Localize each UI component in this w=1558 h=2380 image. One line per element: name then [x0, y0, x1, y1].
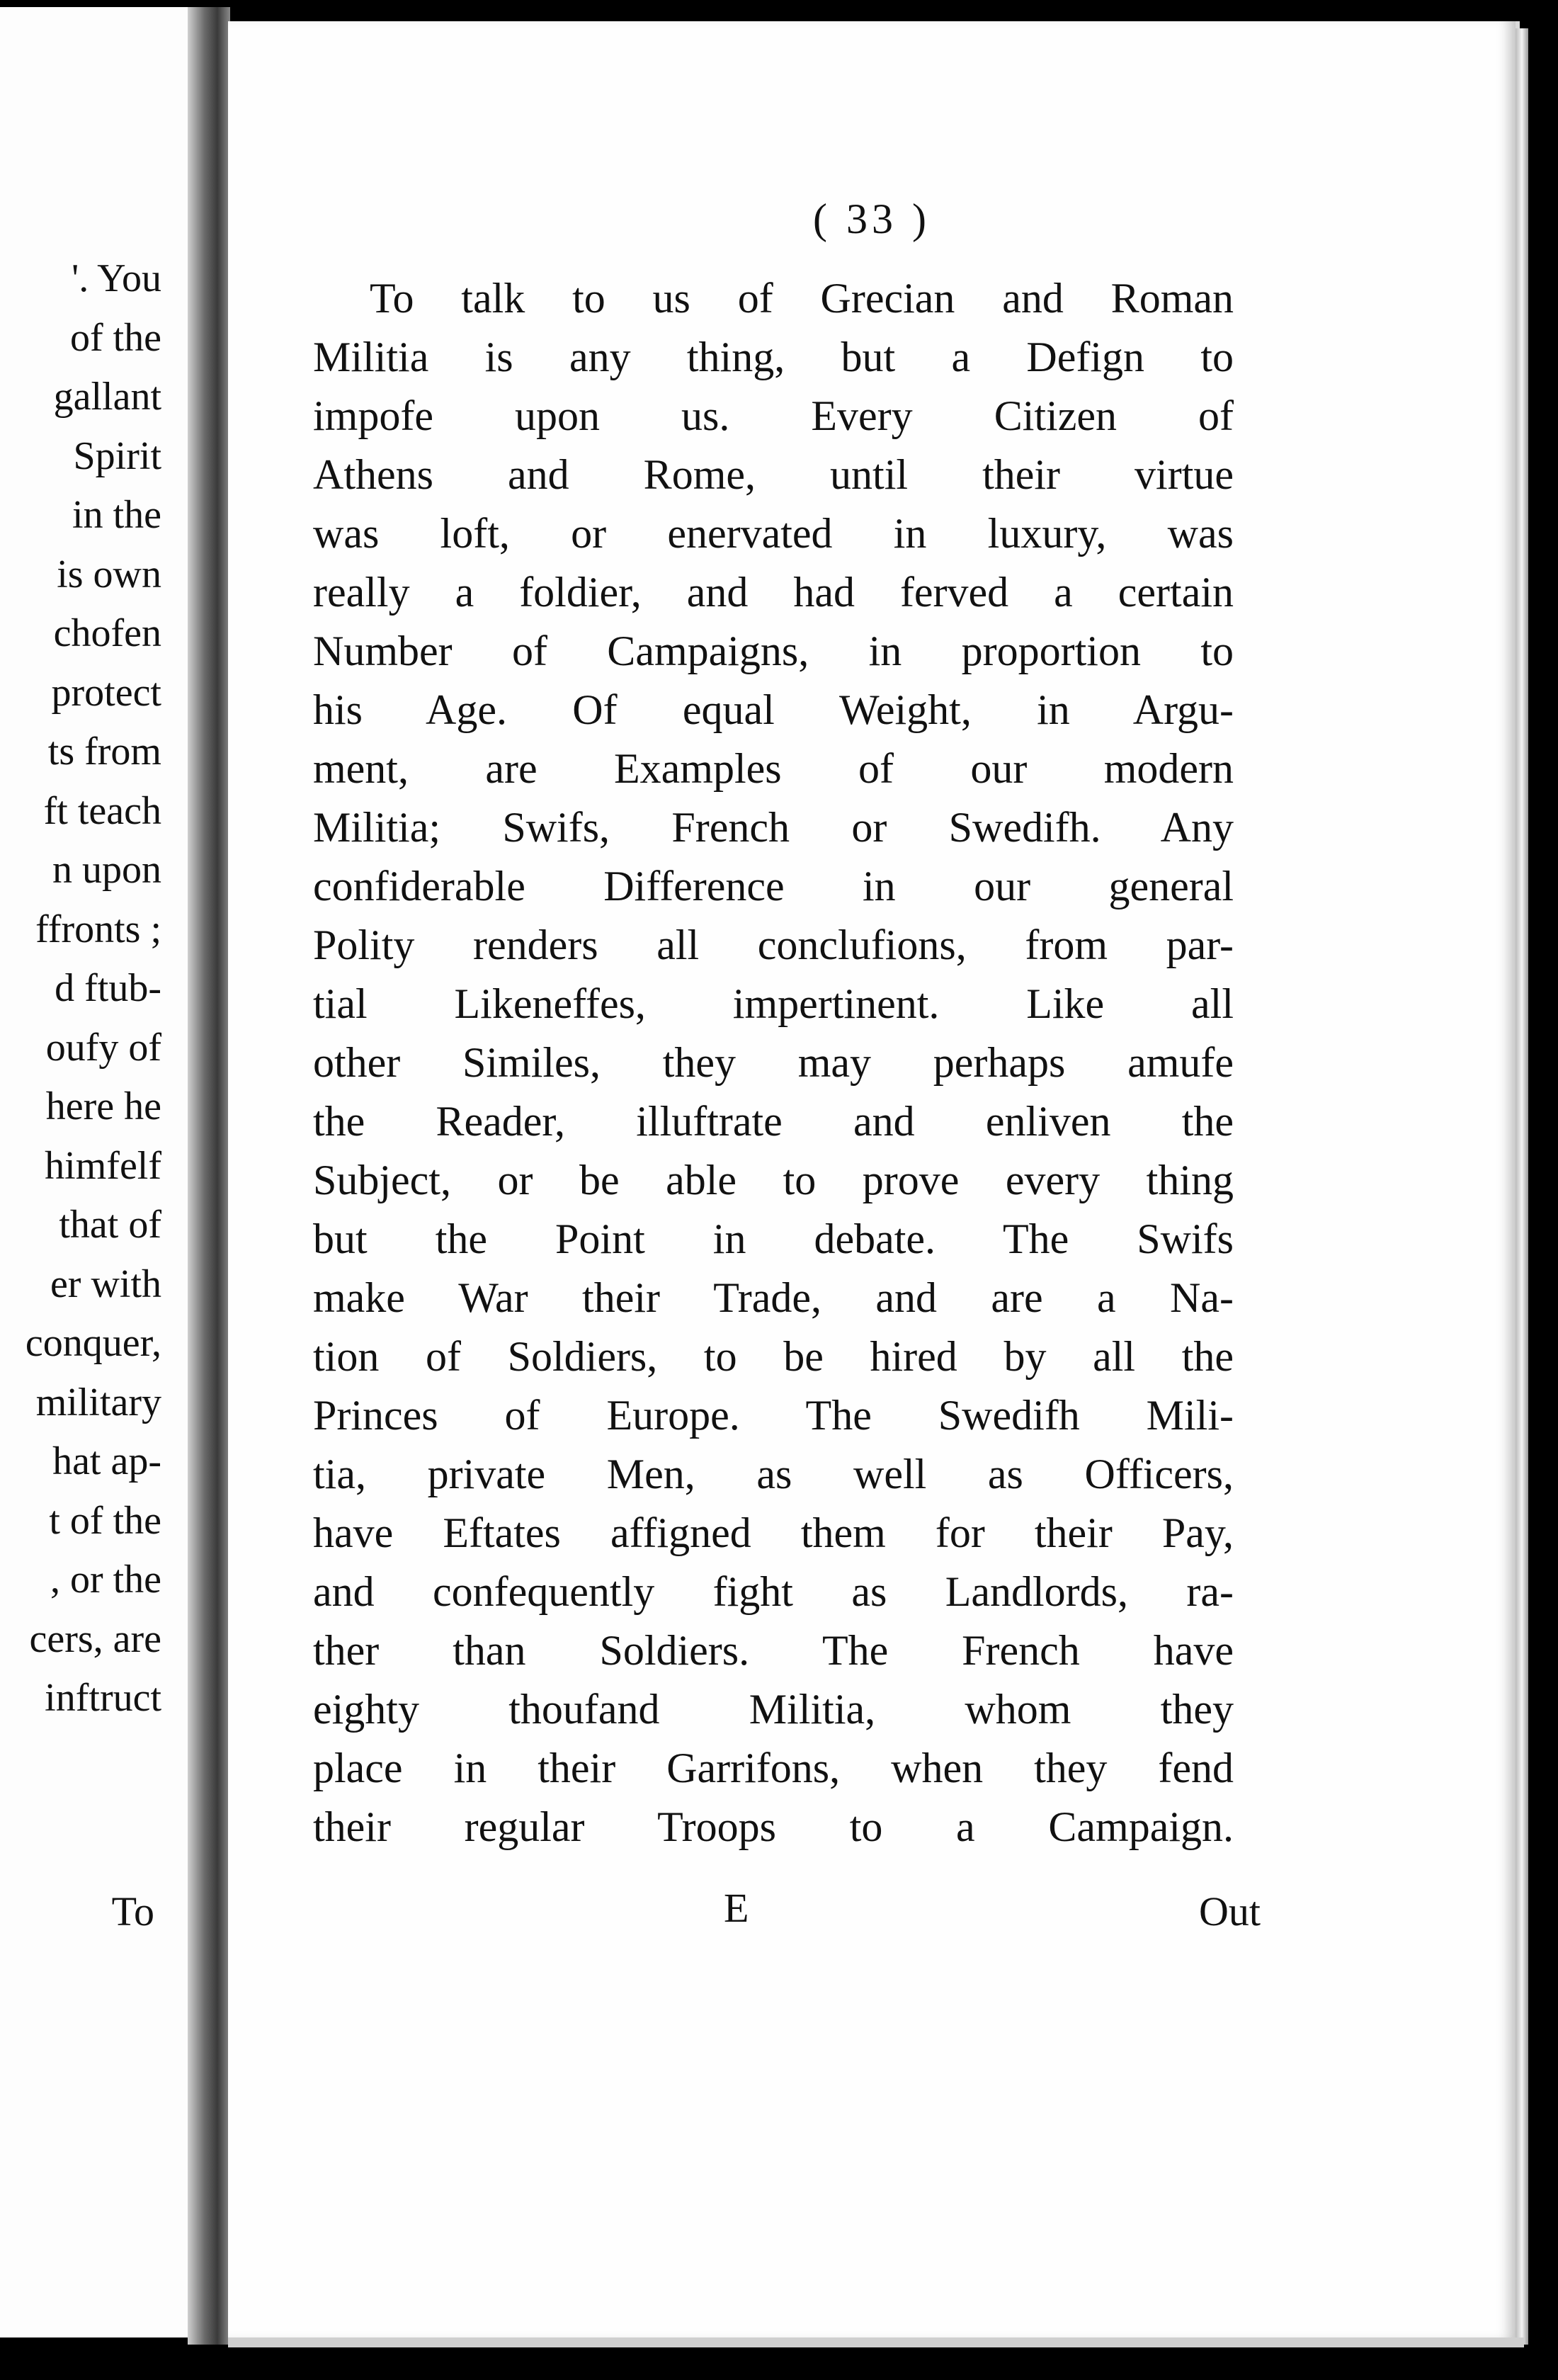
facing-page	[0, 7, 190, 2338]
text-line: impofe upon us. Every Citizen of	[313, 392, 1234, 439]
facing-page-line: cers, are	[29, 1616, 161, 1661]
facing-page-line: gallant	[53, 375, 161, 419]
text-line: Princes of Europe. The Swedifh Mili-	[313, 1392, 1234, 1439]
page-number: 33	[846, 196, 897, 242]
text-line: Militia is any thing, but a Defign to	[313, 334, 1234, 380]
header-close-paren: )	[912, 196, 931, 242]
facing-page-line: inftruct	[45, 1676, 161, 1720]
page-body-text	[313, 269, 1234, 1857]
text-line: tion of Soldiers, to be hired by all the	[313, 1333, 1234, 1380]
facing-page-line: ft teach	[43, 788, 161, 833]
facing-page-line: is own	[57, 552, 161, 596]
facing-page-line: military	[35, 1380, 161, 1424]
facing-page-line: n upon	[52, 848, 161, 892]
text-line: tia, private Men, as well as Officers,	[313, 1451, 1234, 1497]
facing-page-line: '. You	[72, 256, 161, 300]
facing-page-line: protect	[51, 670, 161, 715]
header-open-paren: (	[813, 196, 831, 242]
facing-page-line: here he	[45, 1084, 161, 1128]
facing-page-line: ffronts ;	[35, 907, 161, 951]
text-line: Number of Campaigns, in proportion to	[313, 628, 1234, 674]
page-number-header	[228, 195, 1516, 244]
facing-page-line: chofen	[53, 611, 161, 655]
facing-page-line: , or the	[50, 1558, 161, 1602]
text-line: ther than Soldiers. The French have	[313, 1627, 1234, 1674]
facing-page-line: that of	[59, 1203, 161, 1247]
facing-page-line: of the	[69, 315, 161, 360]
facing-page-line: conquer,	[25, 1321, 161, 1365]
text-line: their regular Troops to a Campaign.	[313, 1803, 1234, 1850]
page-edge	[1516, 28, 1528, 2345]
text-line: really a foldier, and had ferved a certain	[313, 569, 1234, 616]
text-line: was loft, or enervated in luxury, was	[313, 510, 1234, 557]
signature-mark: E	[724, 1885, 749, 1931]
text-line: Polity renders all conclufions, from par-	[313, 922, 1234, 968]
facing-page-line: in the	[72, 493, 161, 537]
page-bottom-edge	[228, 2338, 1524, 2347]
text-line: confiderable Difference in our general	[313, 863, 1234, 910]
catchword: Out	[1199, 1888, 1261, 1934]
text-line: place in their Garrifons, when they fend	[313, 1745, 1234, 1791]
text-line: but the Point in debate. The Swifs	[313, 1216, 1234, 1262]
facing-page-line: ts from	[47, 730, 161, 774]
text-line: his Age. Of equal Weight, in Argu-	[313, 686, 1234, 733]
text-line: tial Likeneffes, impertinent. Like all	[313, 980, 1234, 1027]
text-line: and confequently fight as Landlords, ra-	[313, 1568, 1234, 1615]
text-line: make War their Trade, and are a Na-	[313, 1274, 1234, 1321]
book-page	[228, 21, 1520, 2338]
text-line: ment, are Examples of our modern	[313, 745, 1234, 792]
text-line: Militia; Swifs, French or Swedifh. Any	[313, 804, 1234, 851]
text-line: Athens and Rome, until their virtue	[313, 451, 1234, 498]
text-line: other Similes, they may perhaps amufe	[313, 1039, 1234, 1086]
text-line: the Reader, illuftrate and enliven the	[313, 1098, 1234, 1145]
facing-page-line: oufy of	[45, 1025, 161, 1070]
book-gutter	[188, 7, 230, 2345]
facing-page-catchword: To	[111, 1888, 154, 1934]
facing-page-line: himfelf	[45, 1143, 161, 1188]
facing-page-line: t of the	[49, 1498, 161, 1543]
facing-page-line: Spirit	[73, 434, 161, 478]
facing-page-line: hat ap-	[52, 1439, 161, 1483]
text-line: To talk to us of Grecian and Roman	[370, 275, 1234, 322]
facing-page-line: er with	[50, 1262, 161, 1306]
text-line: eighty thoufand Militia, whom they	[313, 1686, 1234, 1733]
text-line: have Eftates affigned them for their Pay,	[313, 1509, 1234, 1556]
facing-page-line: d ftub-	[55, 966, 161, 1010]
text-line: Subject, or be able to prove every thing	[313, 1157, 1234, 1203]
